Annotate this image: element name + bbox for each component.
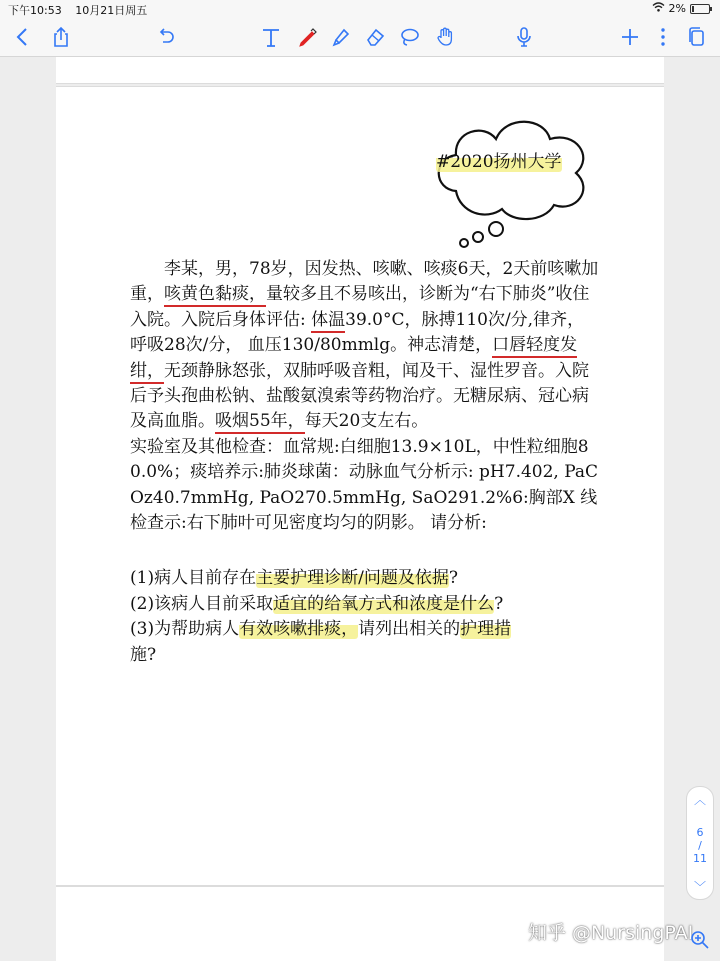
- chevron-up-icon[interactable]: ︿: [693, 793, 706, 807]
- case-text-2: 量较多且不易咳出，诊断为“右下肺炎”收住入院。入院后身体评估:: [130, 284, 590, 330]
- underline-sputum: 咳黄色黏痰，: [164, 284, 266, 307]
- q2-highlight: 适宜的给氧方式和浓度是什么: [273, 593, 495, 614]
- share-icon[interactable]: [48, 24, 74, 50]
- status-time: 下午10:53: [8, 4, 62, 17]
- note-body: [130, 257, 600, 668]
- pen-icon[interactable]: [294, 24, 320, 50]
- more-icon[interactable]: [650, 24, 676, 50]
- tag-label: [436, 147, 586, 172]
- case-text-3: 39.0°C，脉搏110次/分,律齐， 呼吸28次/分， 血压130/80mmlg。神志清楚，: [130, 309, 585, 356]
- q3-text-a: (3)为帮助病人: [130, 619, 240, 640]
- hand-icon[interactable]: [432, 24, 458, 50]
- case-paragraph: [130, 257, 600, 435]
- case-text-1: 李某，男，78岁，因发热、咳嗽、咳痰6天，2天前咳嗽加重，: [130, 259, 599, 305]
- q1-text-c: ?: [448, 568, 458, 589]
- question-3: [130, 617, 600, 668]
- battery-icon: [690, 4, 710, 14]
- page-indicator[interactable]: [686, 786, 714, 900]
- total-pages: 11: [693, 852, 707, 865]
- eraser-icon[interactable]: [362, 24, 388, 50]
- underline-smoking: 吸烟55年，: [215, 411, 305, 434]
- lab-paragraph: 实验室及其他检查：血常规:白细胞13.9×10L，中性粒细胞80.0%；痰培养示:肺炎球菌：动脉血气分析示: pH7.402, PaCOz40.7mmHg, PaO270.5mmHg, SaO291.2%6:胸部X 线检查示:右下肺叶可见密度均匀的阴影。 请分析:: [130, 436, 599, 534]
- chevron-down-icon[interactable]: ﹀: [693, 880, 706, 894]
- watermark: 知乎 @NursingPAI: [528, 922, 694, 944]
- note-page[interactable]: [56, 86, 664, 886]
- q3-text-e: 施?: [130, 644, 157, 665]
- case-text-5: 每天20支左右。: [304, 411, 429, 432]
- q2-text-c: ?: [494, 593, 504, 614]
- question-2: [130, 592, 600, 617]
- current-page: 6: [696, 826, 704, 839]
- case-text-4: 无颈静脉怒张，双肺呼吸音粗，闻及干、湿性罗音。入院后予头孢曲松钠、盐酸氨溴索等药物治疗。无糖尿病、冠心病及高血脂。: [130, 360, 589, 432]
- lasso-icon[interactable]: [396, 24, 422, 50]
- toolbar: [0, 18, 720, 57]
- q3-text-c: 请列出相关的: [358, 619, 461, 640]
- q1-text-a: (1)病人目前存在: [130, 568, 257, 589]
- q3-highlight-2: 护理措: [460, 619, 512, 640]
- tag-highlight: #2020扬州大学: [436, 152, 562, 172]
- q2-text-a: (2)该病人目前采取: [130, 593, 274, 614]
- add-icon[interactable]: [617, 24, 643, 50]
- previous-page: [56, 57, 664, 84]
- page-separator: /: [698, 839, 702, 852]
- question-1: [130, 566, 600, 591]
- status-date: 10月21日周五: [75, 4, 148, 17]
- microphone-icon[interactable]: [511, 24, 537, 50]
- back-icon[interactable]: [10, 24, 36, 50]
- undo-icon[interactable]: [153, 24, 179, 50]
- highlighter-icon[interactable]: [328, 24, 354, 50]
- pages-icon[interactable]: [684, 24, 710, 50]
- underline-cyanosis: 口唇轻度发绀，: [130, 335, 577, 383]
- underline-temperature: 体温: [311, 310, 345, 333]
- wifi-icon: [652, 2, 665, 15]
- status-bar: [0, 0, 720, 18]
- q1-highlight: 主要护理诊断/问题及依据: [256, 568, 449, 589]
- zoom-in-icon[interactable]: [688, 928, 712, 952]
- battery-percent: 2%: [668, 2, 686, 15]
- q3-highlight-1: 有效咳嗽排痰，: [239, 619, 359, 640]
- thought-cloud-icon: [426, 101, 596, 251]
- text-tool-icon[interactable]: [258, 24, 284, 50]
